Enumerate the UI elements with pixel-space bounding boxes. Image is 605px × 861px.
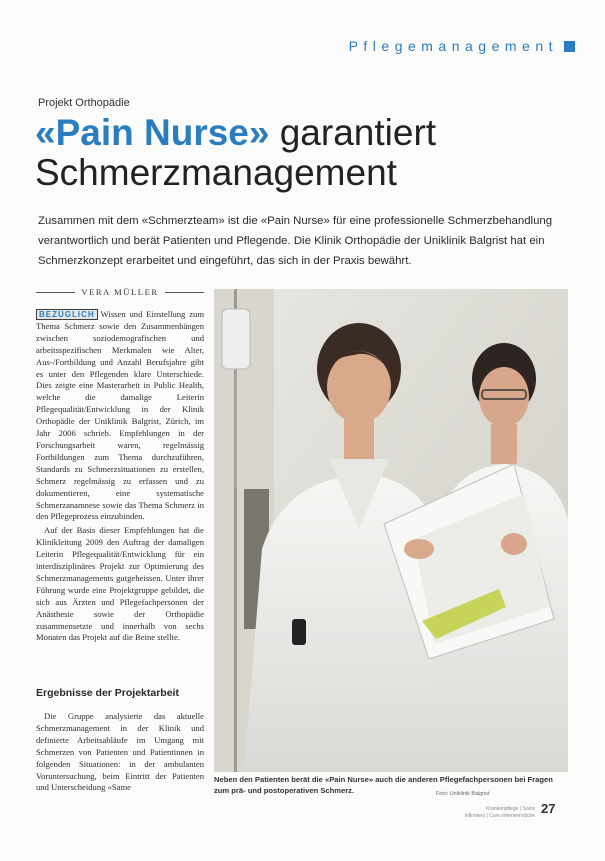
- byline: VERA MÜLLER: [81, 287, 159, 297]
- magazine-line-2: infirmiers | Cure infermieristiche: [464, 813, 535, 819]
- magazine-name: [455, 806, 535, 820]
- headline-rest: garantiert Schmerzmanagement: [35, 112, 437, 193]
- section-label: Pflegemanagement: [348, 38, 558, 54]
- photo-caption: Neben den Patienten berät die «Pain Nurse» auch die anderen Pflegefachpersonen bei Fragen zum prä- und postoperativen Schmerz.: [214, 775, 553, 795]
- article-headline: [35, 113, 575, 193]
- article-lead: Zusammen mit dem «Schmerzteam» ist die «Pain Nurse» für eine professionelle Schmerzbehandlung verantwortlich und berät Patienten und Pflegende. Die Klinik Orthopädie der Uniklinik Balgrist hat ein Schmerzkonzept erarbeitet und eingeführt, das sich in der Praxis bewährt.: [38, 215, 553, 267]
- article-photo: [214, 289, 568, 772]
- photo-credit: Foto: Uniklinik Balgrist: [436, 791, 490, 797]
- headline-highlight: «Pain Nurse»: [35, 112, 270, 153]
- magazine-line-1: Krankenpflege | Soins: [486, 806, 535, 812]
- page-number: 27: [541, 801, 556, 816]
- paragraph-1-text: Wissen und Einstellung zum Thema Schmerz sowie den Zusammenhängen zwischen soziodemografischen und arbeitsspezifischen Merkmalen wie Alter, Aus-/Fortbildung und Anzahl Berufsjahre gibt es unter den Pflegenden klare Unterschiede. Dies zeigte eine Masterarbeit in Public Health, welche die damalige Leiterin Pflegequalität/Entwicklung in der Klinik Orthopädie der Uniklinik Balgrist, Zürich, im Jahr 2006 schrieb. Empfehlungen in der Forschungsarbeit waren, regelmässig Fortbildungen zum Thema durchzuführen, Standards zu Schmerzsituationen zu erstellen, Schmerz regelmässig zu erfassen und zu dokumentieren, eine systematische Schmerzanamnese sowie das Thema Schmerz in den Pflegeprozess einzubinden.: [36, 309, 204, 522]
- paragraph-2: Auf der Basis dieser Empfehlungen hat die Klinikleitung 2009 den Auftrag der damaligen Leiterin Pflegequalität/Entwicklung für ein interdisziplinäres Projekt zur Optimierung des Schmerzmanagements gutgeheissen. Unter ihrer Führung wurde eine Projektgruppe gebildet, die sich aus Ärzten und Pflegefachpersonen der Anästhesie sowie der Orthopädie zusammensetzte und innerhalb von sechs Monaten das Projekt auf die Beine stellte.: [36, 525, 204, 643]
- nurses-photo-illustration: [214, 289, 568, 772]
- byline-block: [36, 287, 204, 297]
- article-kicker: Projekt Orthopädie: [38, 97, 130, 109]
- byline-rule-right: [165, 292, 204, 293]
- section-header: [349, 38, 575, 54]
- paragraph-1: [36, 309, 204, 523]
- body-column: [36, 309, 204, 646]
- paragraph-3: Die Gruppe analysierte das aktuelle Schmerzmanagement in der Klinik und definierte Arbeitsabläufe im Umgang mit Schmerzen von Patienten und Patientinnen in folgenden Situationen: in der ambulanten Voruntersuchung, beim Eintritt der Patienten und Unterscheidung «Same: [36, 711, 204, 793]
- subheading: Ergebnisse der Projektarbeit: [36, 687, 179, 699]
- byline-rule-left: [36, 292, 75, 293]
- lede-word: BEZÜGLICH: [36, 309, 98, 320]
- section-square-icon: [564, 41, 575, 52]
